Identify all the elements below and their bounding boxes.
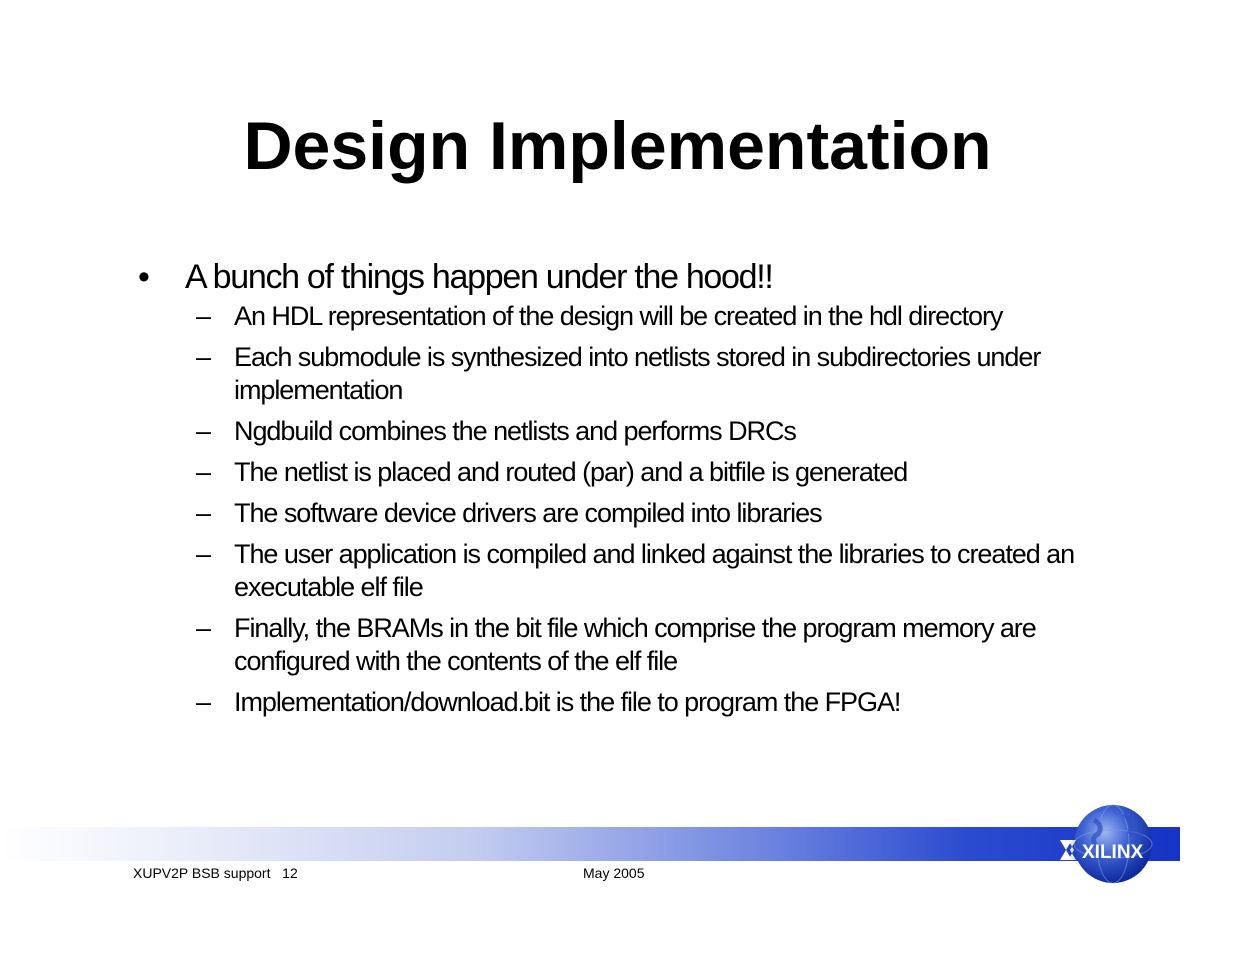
bullet-item (138, 256, 1098, 298)
sub-bullet-text: The netlist is placed and routed (par) and a bitfile is generated (234, 457, 908, 487)
bullet-marker: • (138, 258, 150, 296)
dash-marker: – (196, 457, 212, 487)
sub-bullet-item (196, 341, 1098, 407)
sub-bullet-text: Finally, the BRAMs in the bit file which comprise the program memory are configured with the contents of the elf file (234, 613, 1036, 676)
sub-bullet-text: Ngdbuild combines the netlists and performs DRCs (234, 416, 796, 446)
sub-bullet-item (196, 686, 1098, 719)
dash-marker: – (196, 539, 212, 569)
bullet-list (138, 256, 1098, 727)
sub-bullet-item (196, 497, 1098, 530)
sub-bullet-text: The software device drivers are compiled into libraries (234, 498, 822, 528)
xilinx-globe-icon (1046, 804, 1161, 884)
xilinx-logo-text: XILINX (1082, 842, 1144, 863)
sub-bullet-item (196, 456, 1098, 489)
sub-bullet-item (196, 612, 1098, 678)
dash-marker: – (196, 687, 212, 717)
sub-bullet-list (196, 300, 1098, 719)
dash-marker: – (196, 342, 212, 372)
sub-bullet-item (196, 415, 1098, 448)
footer-gradient-bar (0, 827, 1180, 861)
sub-bullet-text: The user application is compiled and linked against the libraries to created an executable elf file (234, 539, 1075, 602)
sub-bullet-text: Implementation/download.bit is the file to program the FPGA! (234, 687, 901, 717)
bullet-text: A bunch of things happen under the hood!! (185, 258, 773, 296)
sub-bullet-text: Each submodule is synthesized into netlists stored in subdirectories under implementation (234, 342, 1041, 405)
footer-date: May 2005 (583, 865, 645, 881)
dash-marker: – (196, 613, 212, 643)
dash-marker: – (196, 301, 212, 331)
sub-bullet-item (196, 538, 1098, 604)
sub-bullet-text: An HDL representation of the design will be created in the hdl directory (234, 301, 1003, 331)
dash-marker: – (196, 416, 212, 446)
slide-title: Design Implementation (243, 108, 992, 184)
xilinx-logo (1046, 804, 1161, 884)
dash-marker: – (196, 498, 212, 528)
sub-bullet-item (196, 300, 1098, 333)
footer-course-label: XUPV2P BSB support 12 (133, 865, 298, 881)
